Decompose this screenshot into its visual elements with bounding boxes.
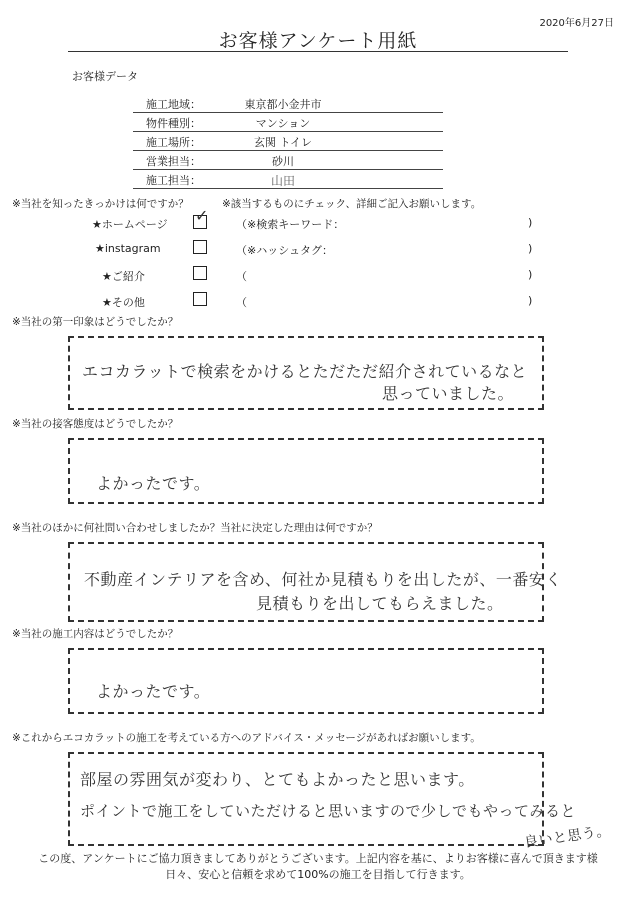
q2-answer-line1: エコカラットで検索をかけるとただただ紹介されているなと: [82, 362, 528, 381]
option-referral-close: ): [528, 268, 533, 281]
q4-answer-line1: 不動産インテリアを含め、何社か見積もりを出したが、一番安く: [84, 570, 562, 589]
option-referral-checkbox[interactable]: [193, 266, 207, 280]
customer-row-value: マンション: [255, 117, 311, 130]
q4-answer-line2: 見積もりを出してもらえました。: [256, 594, 504, 613]
customer-data-heading: お客様データ: [72, 70, 138, 83]
q5-answer: よかったです。: [96, 682, 211, 701]
q5-question: ※当社の施工内容はどうでしたか？: [12, 628, 179, 640]
customer-row-label: 営業担当：: [146, 155, 201, 168]
option-other-detail: （: [236, 296, 247, 309]
customer-row-sales: [133, 151, 443, 170]
option-instagram-close: ): [528, 242, 533, 255]
customer-row-value: 東京都小金井市: [244, 98, 322, 111]
customer-row-label: 物件種別：: [146, 117, 201, 130]
q1-note: ※該当するものにチェック、詳細ご記入お願いします。: [222, 198, 482, 210]
q2-question: ※当社の第一印象はどうでしたか？: [12, 316, 179, 328]
customer-row-area: [133, 94, 443, 113]
title-underline: [68, 51, 568, 52]
q2-answer-line2: 思っていました。: [382, 384, 515, 403]
footer-line2: 日々、安心と信頼を求めて100%の施工を目指して行きます。: [165, 868, 471, 881]
footer-line1: この度、アンケートにご協力頂きましてありがとうございます。上記内容を基に、よりお客様に喜んで頂きます様: [38, 852, 598, 865]
option-homepage-detail: （※検索キーワード：: [236, 218, 345, 231]
option-homepage-close: ): [528, 216, 533, 229]
option-referral-detail: （: [236, 270, 247, 283]
page-title: お客様アンケート用紙: [218, 30, 418, 52]
q6-question: ※これからエコカラットの施工を考えている方へのアドバイス・メッセージがあればお願いします。: [12, 732, 481, 744]
q3-question: ※当社の接客態度はどうでしたか？: [12, 418, 179, 430]
option-other-checkbox[interactable]: [193, 292, 207, 306]
q4-question: ※当社のほかに何社問い合わせしましたか？当社に決定した理由は何ですか？: [12, 522, 378, 534]
customer-row-label: 施工担当：: [146, 174, 201, 187]
customer-row-label: 施工地域：: [146, 98, 201, 111]
q6-answer-line3: 良いと思う。: [523, 823, 612, 851]
option-referral-label: ★ご紹介: [102, 270, 145, 283]
customer-row-location: [133, 132, 443, 151]
survey-date: 2020年6月27日: [539, 18, 614, 29]
q1-question: ※当社を知ったきっかけは何ですか？: [12, 198, 189, 210]
q3-answer: よかったです。: [96, 474, 211, 493]
customer-row-value: 砂川: [272, 155, 294, 168]
checkmark-icon: ✓: [195, 206, 209, 225]
customer-row-value-handwritten: 山田: [270, 174, 295, 188]
option-instagram-label: ★instagram: [95, 242, 161, 255]
q6-answer-box[interactable]: [68, 752, 544, 846]
option-instagram-checkbox[interactable]: [193, 240, 207, 254]
customer-row-value: 玄関 トイレ: [254, 136, 312, 149]
option-other-label: ★その他: [102, 296, 145, 309]
option-other-close: ): [528, 294, 533, 307]
customer-row-property-type: [133, 113, 443, 132]
option-homepage-label: ★ホームページ: [92, 218, 168, 231]
customer-row-label: 施工場所：: [146, 136, 201, 149]
q6-answer-line2: ポイントで施工をしていただけると思いますので少しでもやってみると: [80, 802, 577, 820]
q6-answer-line1: 部屋の雰囲気が変わり、とてもよかったと思います。: [80, 770, 475, 789]
customer-row-installer: [133, 170, 443, 189]
option-instagram-detail: （※ハッシュタグ：: [236, 244, 333, 257]
